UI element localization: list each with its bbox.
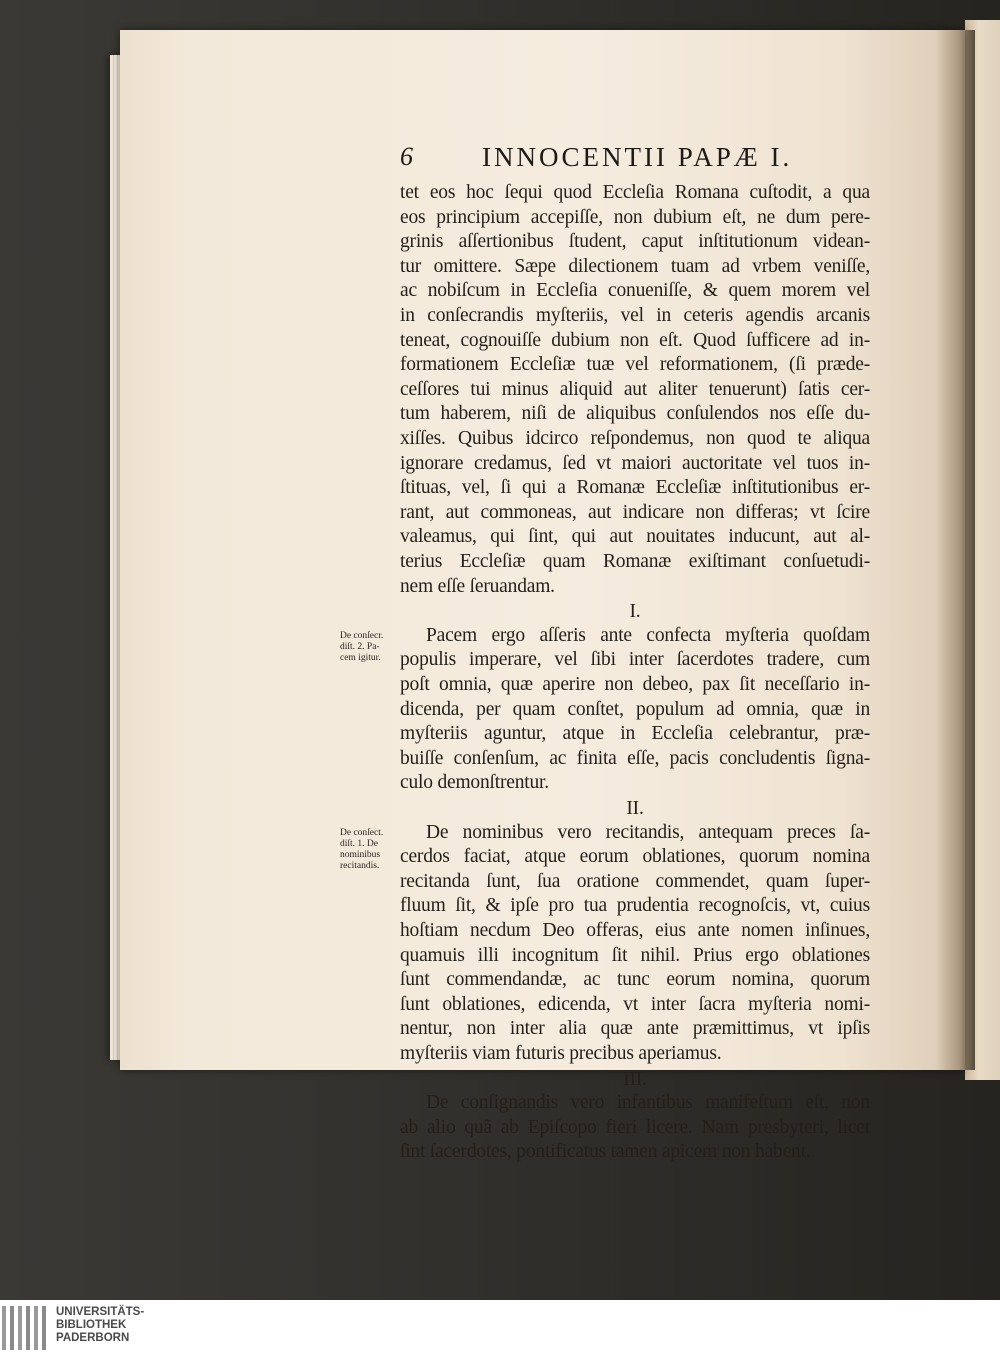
text-line: tur omittere. Sæpe dilectionem tuam ad vrbem veniſſe, bbox=[400, 255, 870, 277]
section-number: III. bbox=[623, 1068, 647, 1090]
text-line: fluum ſit, & ipſe pro tua prudentia recognoſcis, vt, cuius bbox=[400, 895, 870, 917]
marginal-note-line: recitandis. bbox=[340, 860, 380, 871]
library-logo-line: PADERBORN bbox=[56, 1332, 130, 1344]
text-line: ſint ſacerdotes, pontificatus tamen apicem non habent. bbox=[400, 1141, 811, 1163]
text-line: culo demonſtrentur. bbox=[400, 772, 549, 794]
marginal-note bbox=[340, 828, 402, 872]
text-line: quamuis illi incognitum ſit nihil. Prius ergo oblationes bbox=[400, 944, 870, 966]
text-line: buiſſe conſenſum, ac finita eſſe, pacis concludentis ſigna- bbox=[400, 747, 870, 769]
marginal-note-line: De conſecr. bbox=[340, 630, 384, 641]
text-line: myſteriis aguntur, atque in Eccleſia celebrantur, præ- bbox=[400, 723, 870, 745]
library-logo-line: BIBLIOTHEK bbox=[56, 1319, 127, 1331]
text-line: formationem Eccleſiæ tuæ vel reformationem, (ſi præde- bbox=[400, 354, 870, 376]
marginal-note-line: De conſect. bbox=[340, 827, 384, 838]
text-line: myſteriis viam futuris precibus aperiamus. bbox=[400, 1043, 722, 1064]
text-line: valeamus, qui ſint, qui aut nouitates inducunt, aut al- bbox=[400, 526, 870, 548]
library-logo-text bbox=[56, 1306, 144, 1345]
running-title: INNOCENTII PAPÆ I. bbox=[482, 142, 793, 172]
text-line: grinis aſſertionibus ſtudent, caput inſtitutionum videan- bbox=[400, 231, 870, 253]
text-line: tum haberem, niſi de aliquibus conſulendos nos eſſe du- bbox=[400, 403, 870, 425]
running-head bbox=[400, 142, 870, 182]
text-line: ignorare credamus, ſed vt maiori auctoritate vel tuos in- bbox=[400, 452, 870, 474]
text-line: tet eos hoc ſequi quod Eccleſia Romana cuſtodit, a qua bbox=[400, 182, 870, 203]
marginal-note-line: cem igitur. bbox=[340, 652, 381, 663]
text-line: ab alio quã ab Epiſcopo fieri licere. Nam presbyteri, licet bbox=[400, 1116, 870, 1138]
text-line: cerdos faciat, atque eorum oblationes, quorum nomina bbox=[400, 846, 870, 868]
text-line: terius Eccleſiæ quam Romanæ exiſtimant conſuetudi- bbox=[400, 551, 870, 572]
text-line: in conſecrandis myſteriis, vel in ceteris agendis arcanis bbox=[400, 305, 870, 326]
text-line: ceſſores tui minus aliquid aut aliter tenuerunt) ſatis cer- bbox=[400, 378, 870, 400]
section-number: I. bbox=[629, 601, 641, 623]
library-logo-line: UNIVERSITÄTS- bbox=[56, 1306, 145, 1318]
text-line: nem eſſe ſeruandam. bbox=[400, 575, 555, 597]
text-line: xiſſes. Quibus idcirco reſpondemus, non quod te aliqua bbox=[400, 428, 870, 449]
text-line: ſtituas, vel, ſi qui a Romanæ Eccleſiæ inſtitutionibus er- bbox=[400, 477, 870, 499]
text-line: populis imperare, vel ſibi inter ſacerdotes tradere, cum bbox=[400, 649, 870, 671]
library-footer bbox=[0, 1300, 1000, 1354]
text-line: eos principium accepiſſe, non dubium eſt, ne dum pere- bbox=[400, 206, 870, 228]
library-logo-icon bbox=[2, 1304, 50, 1352]
text-line: Pacem ergo aſſeris ante confecta myſteria quoſdam bbox=[426, 624, 870, 646]
marginal-note-line: nominibus bbox=[340, 849, 381, 860]
text-line: ſunt commendandæ, ac tunc eorum nomina, quorum bbox=[400, 969, 870, 991]
text-line: teneat, cognouiſſe dubium non eſt. Quod ſufficere ad in- bbox=[400, 329, 870, 351]
text-line: poſt omnia, quæ aperire non debeo, pax ſit neceſſario in- bbox=[400, 674, 870, 695]
text-line: dicenda, per quam conſtet, populum ad omnia, quæ in bbox=[400, 698, 870, 720]
text-line: ac nobiſcum in Eccleſia conueniſſe, & quem morem vel bbox=[400, 280, 870, 302]
text-line: rant, aut commoneas, aut indicare non differas; vt ſcire bbox=[400, 501, 870, 523]
text-line: recitanda ſunt, ſua oratione commendet, quam ſuper- bbox=[400, 870, 870, 892]
marginal-note-line: diſt. 1. De bbox=[340, 838, 378, 849]
text-line: nentur, non inter alia quæ ante præmittimus, vt ipſis bbox=[400, 1018, 870, 1040]
marginal-note-line: diſt. 2. Pa- bbox=[340, 641, 380, 652]
text-line: De nominibus vero recitandis, antequam preces ſa- bbox=[426, 821, 870, 843]
page-number: 6 bbox=[400, 142, 413, 171]
text-line: ſunt oblationes, edicenda, vt inter ſacra myſteria nomi- bbox=[400, 993, 870, 1015]
text-line: De conſignandis vero infantibus manifeſtum eſt, non bbox=[426, 1092, 870, 1114]
text-line: hoſtiam necdum Deo offeras, eius ante nomen inſinues, bbox=[400, 920, 870, 941]
marginal-note bbox=[340, 631, 402, 664]
section-number: II. bbox=[626, 798, 644, 819]
book-gutter-shadow bbox=[935, 30, 975, 1070]
